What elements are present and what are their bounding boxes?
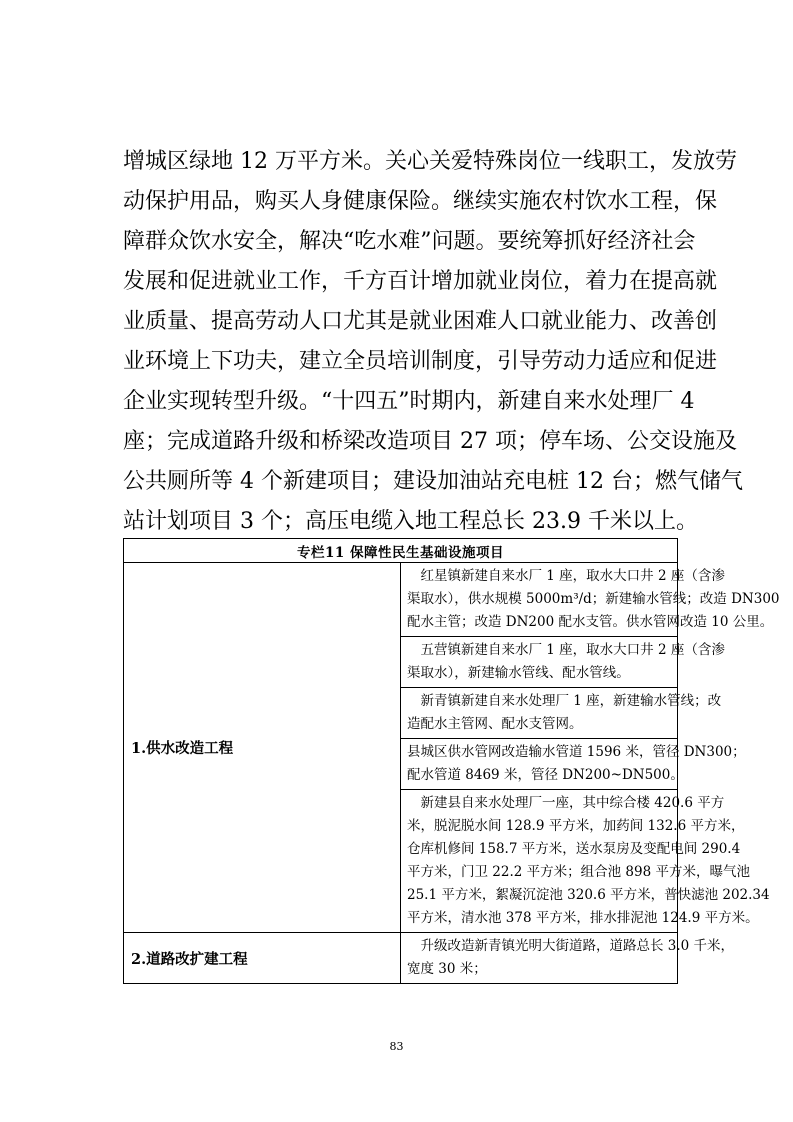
detail-cell: [401, 688, 722, 739]
detail-line: 平方米，清水池 378 平方米，排水排泥池 124.9 平方米。: [407, 910, 759, 926]
body-line: 公共厕所等 4 个新建项目；建设加油站充电桩 12 台；燃气储气: [123, 469, 743, 494]
category-cell: 2.道路改扩建工程: [124, 933, 401, 984]
table-title: 专栏11 保障性民生基础设施项目: [124, 539, 678, 563]
detail-line: 配水主管；改造 DN200 配水支管。供水管网改造 10 公里。: [407, 614, 774, 630]
body-line: 座；完成道路升级和桥梁改造项目 27 项；停车场、公交设施及: [123, 429, 737, 454]
detail-line: 仓库机修间 158.7 平方米，送水泵房及变配电间 290.4: [407, 841, 741, 857]
category-cell: 1.供水改造工程: [124, 563, 401, 933]
detail-line: 红星镇新建自来水厂 1 座，取水大口井 2 座（含渗: [407, 568, 725, 584]
body-line: 障群众饮水安全，解决“吃水难”问题。要统筹抓好经济社会: [123, 229, 696, 254]
detail-line: 平方米，门卫 22.2 平方米；组合池 898 平方米，曝气池: [407, 864, 750, 880]
project-table: [123, 538, 780, 984]
detail-line: 宽度 30 米；: [407, 961, 487, 977]
body-line: 企业实现转型升级。“十四五”时期内，新建自来水处理厂 4: [123, 389, 695, 414]
body-paragraph: [123, 142, 743, 542]
table-row: [124, 563, 678, 637]
detail-line: 县城区供水管网改造输水管道 1596 米，管径 DN300；: [407, 744, 746, 760]
detail-cell: [401, 933, 735, 984]
detail-line: 渠取水），新建输水管线、配水管线。: [407, 665, 630, 681]
detail-cell: [401, 790, 770, 933]
body-line: 动保护用品，购买人身健康保险。继续实施农村饮水工程，保: [123, 189, 718, 214]
body-line: 增城区绿地 12 万平方米。关心关爱特殊岗位一线职工，发放劳: [123, 149, 737, 174]
detail-line: 升级改造新青镇光明大街道路，道路总长 3.0 千米，: [407, 938, 735, 954]
detail-line: 渠取水），供水规模 5000m³/d；新建输水管线；改造 DN300: [407, 591, 780, 607]
detail-cell: [401, 739, 746, 790]
detail-line: 米，脱泥脱水间 128.9 平方米，加药间 132.6 平方米，: [407, 818, 745, 834]
body-line: 发展和促进就业工作，千方百计增加就业岗位，着力在提高就: [123, 269, 718, 294]
body-line: 站计划项目 3 个；高压电缆入地工程总长 23.9 千米以上。: [123, 509, 698, 534]
body-line: 业环境上下功夫，建立全员培训制度，引导劳动力适应和促进: [123, 349, 718, 374]
detail-line: 五营镇新建自来水厂 1 座，取水大口井 2 座（含渗: [407, 642, 725, 658]
detail-line: 25.1 平方米，絮凝沉淀池 320.6 平方米，普快滤池 202.34: [407, 887, 770, 903]
table-row: [124, 933, 678, 984]
page-number: 83: [389, 1040, 404, 1053]
body-line: 业质量、提高劳动人口尤其是就业困难人口就业能力、改善创: [123, 309, 718, 334]
detail-line: 新青镇新建自来水处理厂 1 座，新建输水管线；改: [407, 693, 722, 709]
detail-cell: [401, 637, 725, 688]
detail-line: 造配水主管网、配水支管网。: [407, 716, 583, 732]
detail-line: 配水管道 8469 米，管径 DN200~DN500。: [407, 767, 684, 783]
detail-line: 新建县自来水处理厂一座，其中综合楼 420.6 平方: [407, 795, 725, 811]
detail-cell: [401, 563, 780, 637]
